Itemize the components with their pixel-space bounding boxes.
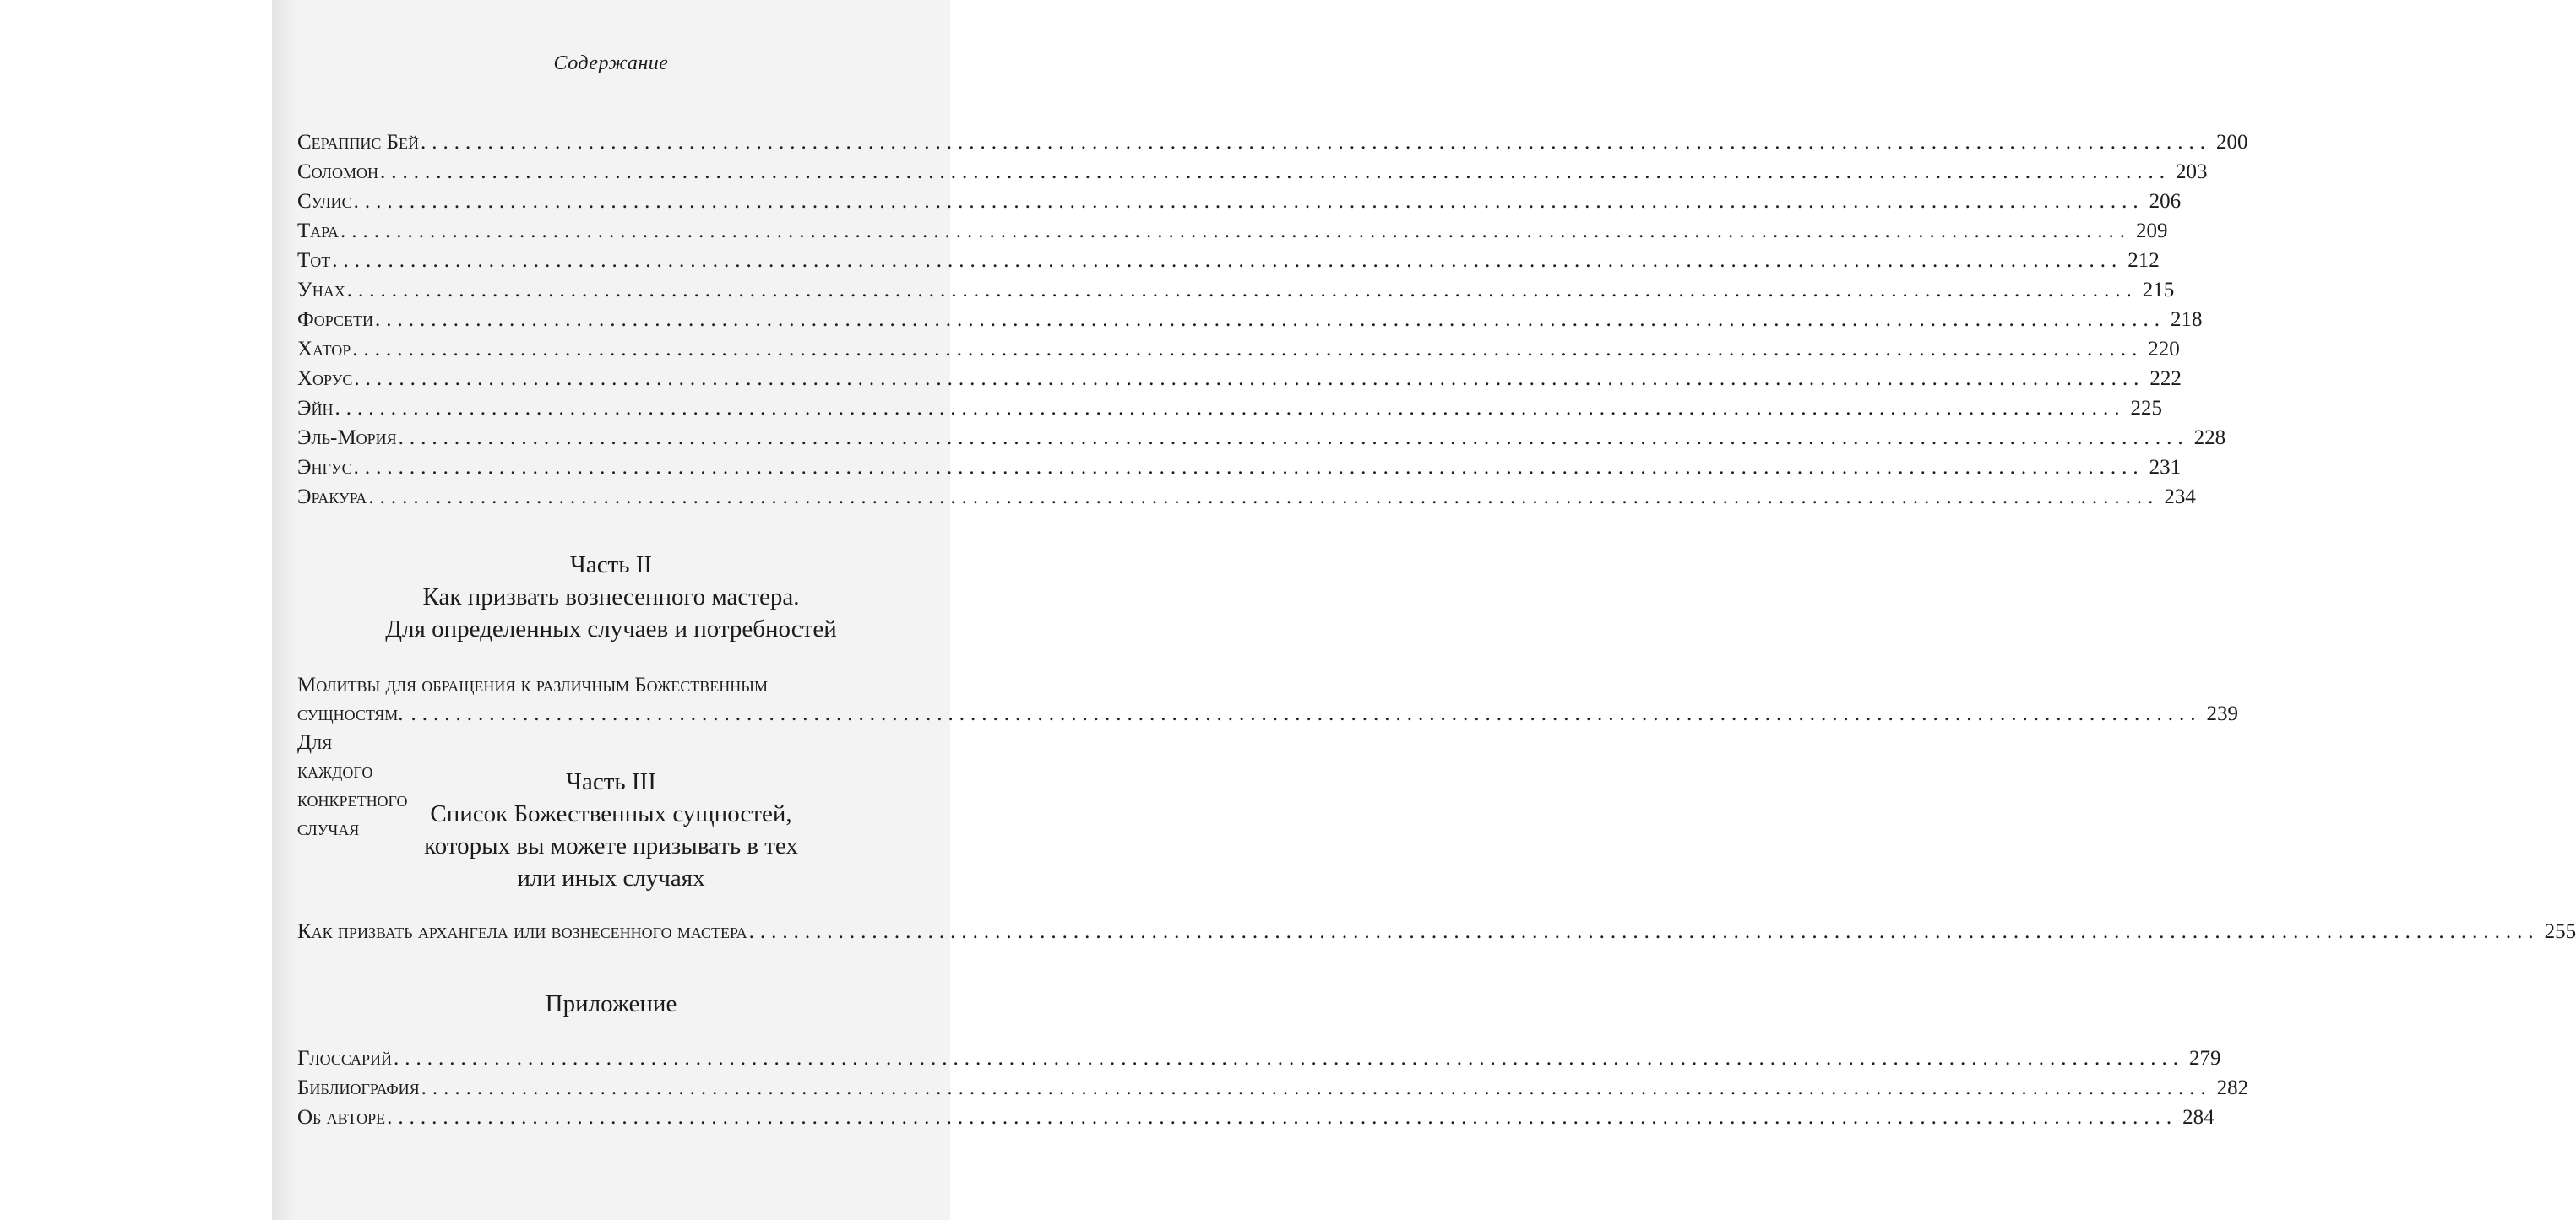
- toc-entry: [297, 308, 2203, 337]
- toc-entry-title: Тара: [297, 220, 339, 242]
- toc-entry-page: 209: [2135, 220, 2168, 242]
- toc-entry-title: Соломон: [297, 160, 378, 183]
- leader-dots: ................................................................................................................................................................: [421, 1076, 2212, 1099]
- toc-entry-title: Хатор: [297, 338, 351, 361]
- part3-subtitle-line1: Список Божественных сущностей,: [430, 800, 792, 827]
- leader-dots: ................................................................................................................................................................: [394, 1047, 2185, 1070]
- toc-entry: [297, 485, 2196, 514]
- toc-entry-title: Сулис: [297, 190, 352, 213]
- toc-entry-page: 279: [2189, 1047, 2221, 1070]
- leader-dots: ................................................................................................................................................................: [354, 367, 2145, 390]
- toc-entry-title: Глоссарий: [297, 1047, 393, 1070]
- toc-entry: [297, 338, 2180, 366]
- toc-entry: [297, 1047, 2221, 1076]
- toc-entry-page: 203: [2176, 160, 2208, 183]
- toc-entry: [297, 279, 2175, 307]
- toc-entry-title: Хорус: [297, 367, 353, 390]
- part3-heading: Часть III: [566, 768, 656, 795]
- toc-entry-page: 231: [2149, 456, 2182, 479]
- leader-dots: ................................................................................................................................................................: [748, 920, 2540, 943]
- toc-entry-page: 282: [2216, 1076, 2249, 1099]
- leader-dots: ................................................................................................................................................................: [374, 308, 2166, 331]
- leader-dots: ................................................................................................................................................................: [368, 485, 2160, 508]
- toc-entry-title: Об авторе: [297, 1106, 386, 1129]
- toc-entry: [297, 397, 2163, 426]
- toc-entry-page: 212: [2128, 249, 2160, 272]
- toc-entry-page: 218: [2170, 308, 2203, 331]
- leader-dots: ................................................................................................................................................................: [387, 1106, 2178, 1129]
- appendix-heading-block: [272, 988, 950, 1020]
- toc-entry: [297, 220, 2168, 248]
- leader-dots: ................................................................................................................................................................: [340, 220, 2131, 242]
- toc-entry-page: 225: [2130, 397, 2163, 420]
- toc-entry-page: 222: [2149, 367, 2182, 390]
- leader-dots: ................................................................................................................................................................: [353, 190, 2144, 213]
- toc-entry-title: Как призвать архангела или вознесенного мастера: [297, 920, 747, 943]
- part2-subtitle-line1: Как призвать вознесенного мастера.: [422, 583, 800, 610]
- toc-entry-page: 234: [2164, 485, 2196, 508]
- toc-entry-page: 215: [2142, 279, 2175, 301]
- part2-subtitle-line2: Для определенных случаев и потребностей: [385, 615, 837, 643]
- toc-entry-page: 220: [2148, 338, 2180, 361]
- toc-entry: [297, 160, 2208, 189]
- toc-entry: [297, 131, 2248, 160]
- toc-entry: [297, 920, 2576, 949]
- part3-heading-block: [272, 766, 950, 894]
- part2-entry-line2: сущностям. Для каждого конкретного случая: [297, 702, 408, 840]
- leader-dots: ................................................................................................................................................................: [380, 160, 2171, 183]
- toc-entry: [297, 456, 2182, 485]
- leader-dots: ................................................................................................................................................................: [410, 702, 2202, 725]
- toc-entry-title: Форсети: [297, 308, 373, 331]
- toc-entry-page: 200: [2215, 131, 2248, 154]
- toc-entry-page: 228: [2193, 426, 2226, 449]
- toc-entry-title: Эйн: [297, 397, 334, 420]
- toc-entry: [297, 249, 2160, 278]
- toc-entry: [297, 1076, 2249, 1105]
- toc-entry-title: Эракура: [297, 485, 367, 508]
- part2-entry-page: 239: [2206, 702, 2239, 725]
- leader-dots: ................................................................................................................................................................: [420, 131, 2211, 154]
- toc-entry-page: 255: [2544, 920, 2576, 943]
- leader-dots: ................................................................................................................................................................: [398, 426, 2189, 449]
- leader-dots: ................................................................................................................................................................: [353, 456, 2144, 479]
- toc-entry-title: Тот: [297, 249, 331, 272]
- toc-entry-title: Унах: [297, 279, 345, 301]
- part2-heading-block: [272, 549, 950, 645]
- leader-dots: ................................................................................................................................................................: [352, 338, 2144, 361]
- toc-entry-title: Энгус: [297, 456, 352, 479]
- page-header: Содержание: [553, 52, 669, 74]
- toc-entry-title: Сераппис Бей: [297, 131, 419, 154]
- toc-entry-page: 206: [2149, 190, 2182, 213]
- toc-entry-page: 284: [2182, 1106, 2215, 1129]
- toc-entry: [297, 367, 2182, 396]
- toc-entry: [297, 190, 2182, 219]
- leader-dots: ................................................................................................................................................................: [332, 249, 2123, 272]
- part3-subtitle-line2: которых вы можете призывать в тех: [424, 832, 798, 859]
- toc-entry-title: Библиография: [297, 1076, 420, 1099]
- leader-dots: ................................................................................................................................................................: [346, 279, 2138, 301]
- part2-entry-line1: Молитвы для обращения к различным Божественным: [297, 674, 769, 697]
- appendix-heading: Приложение: [545, 990, 677, 1017]
- part3-subtitle-line3: или иных случаях: [517, 865, 705, 892]
- toc-entry: [297, 426, 2226, 455]
- leader-dots: ................................................................................................................................................................: [334, 397, 2126, 420]
- part2-heading: Часть II: [569, 551, 653, 578]
- toc-entry: [297, 1106, 2215, 1135]
- toc-entry-title: Эль-Мория: [297, 426, 397, 449]
